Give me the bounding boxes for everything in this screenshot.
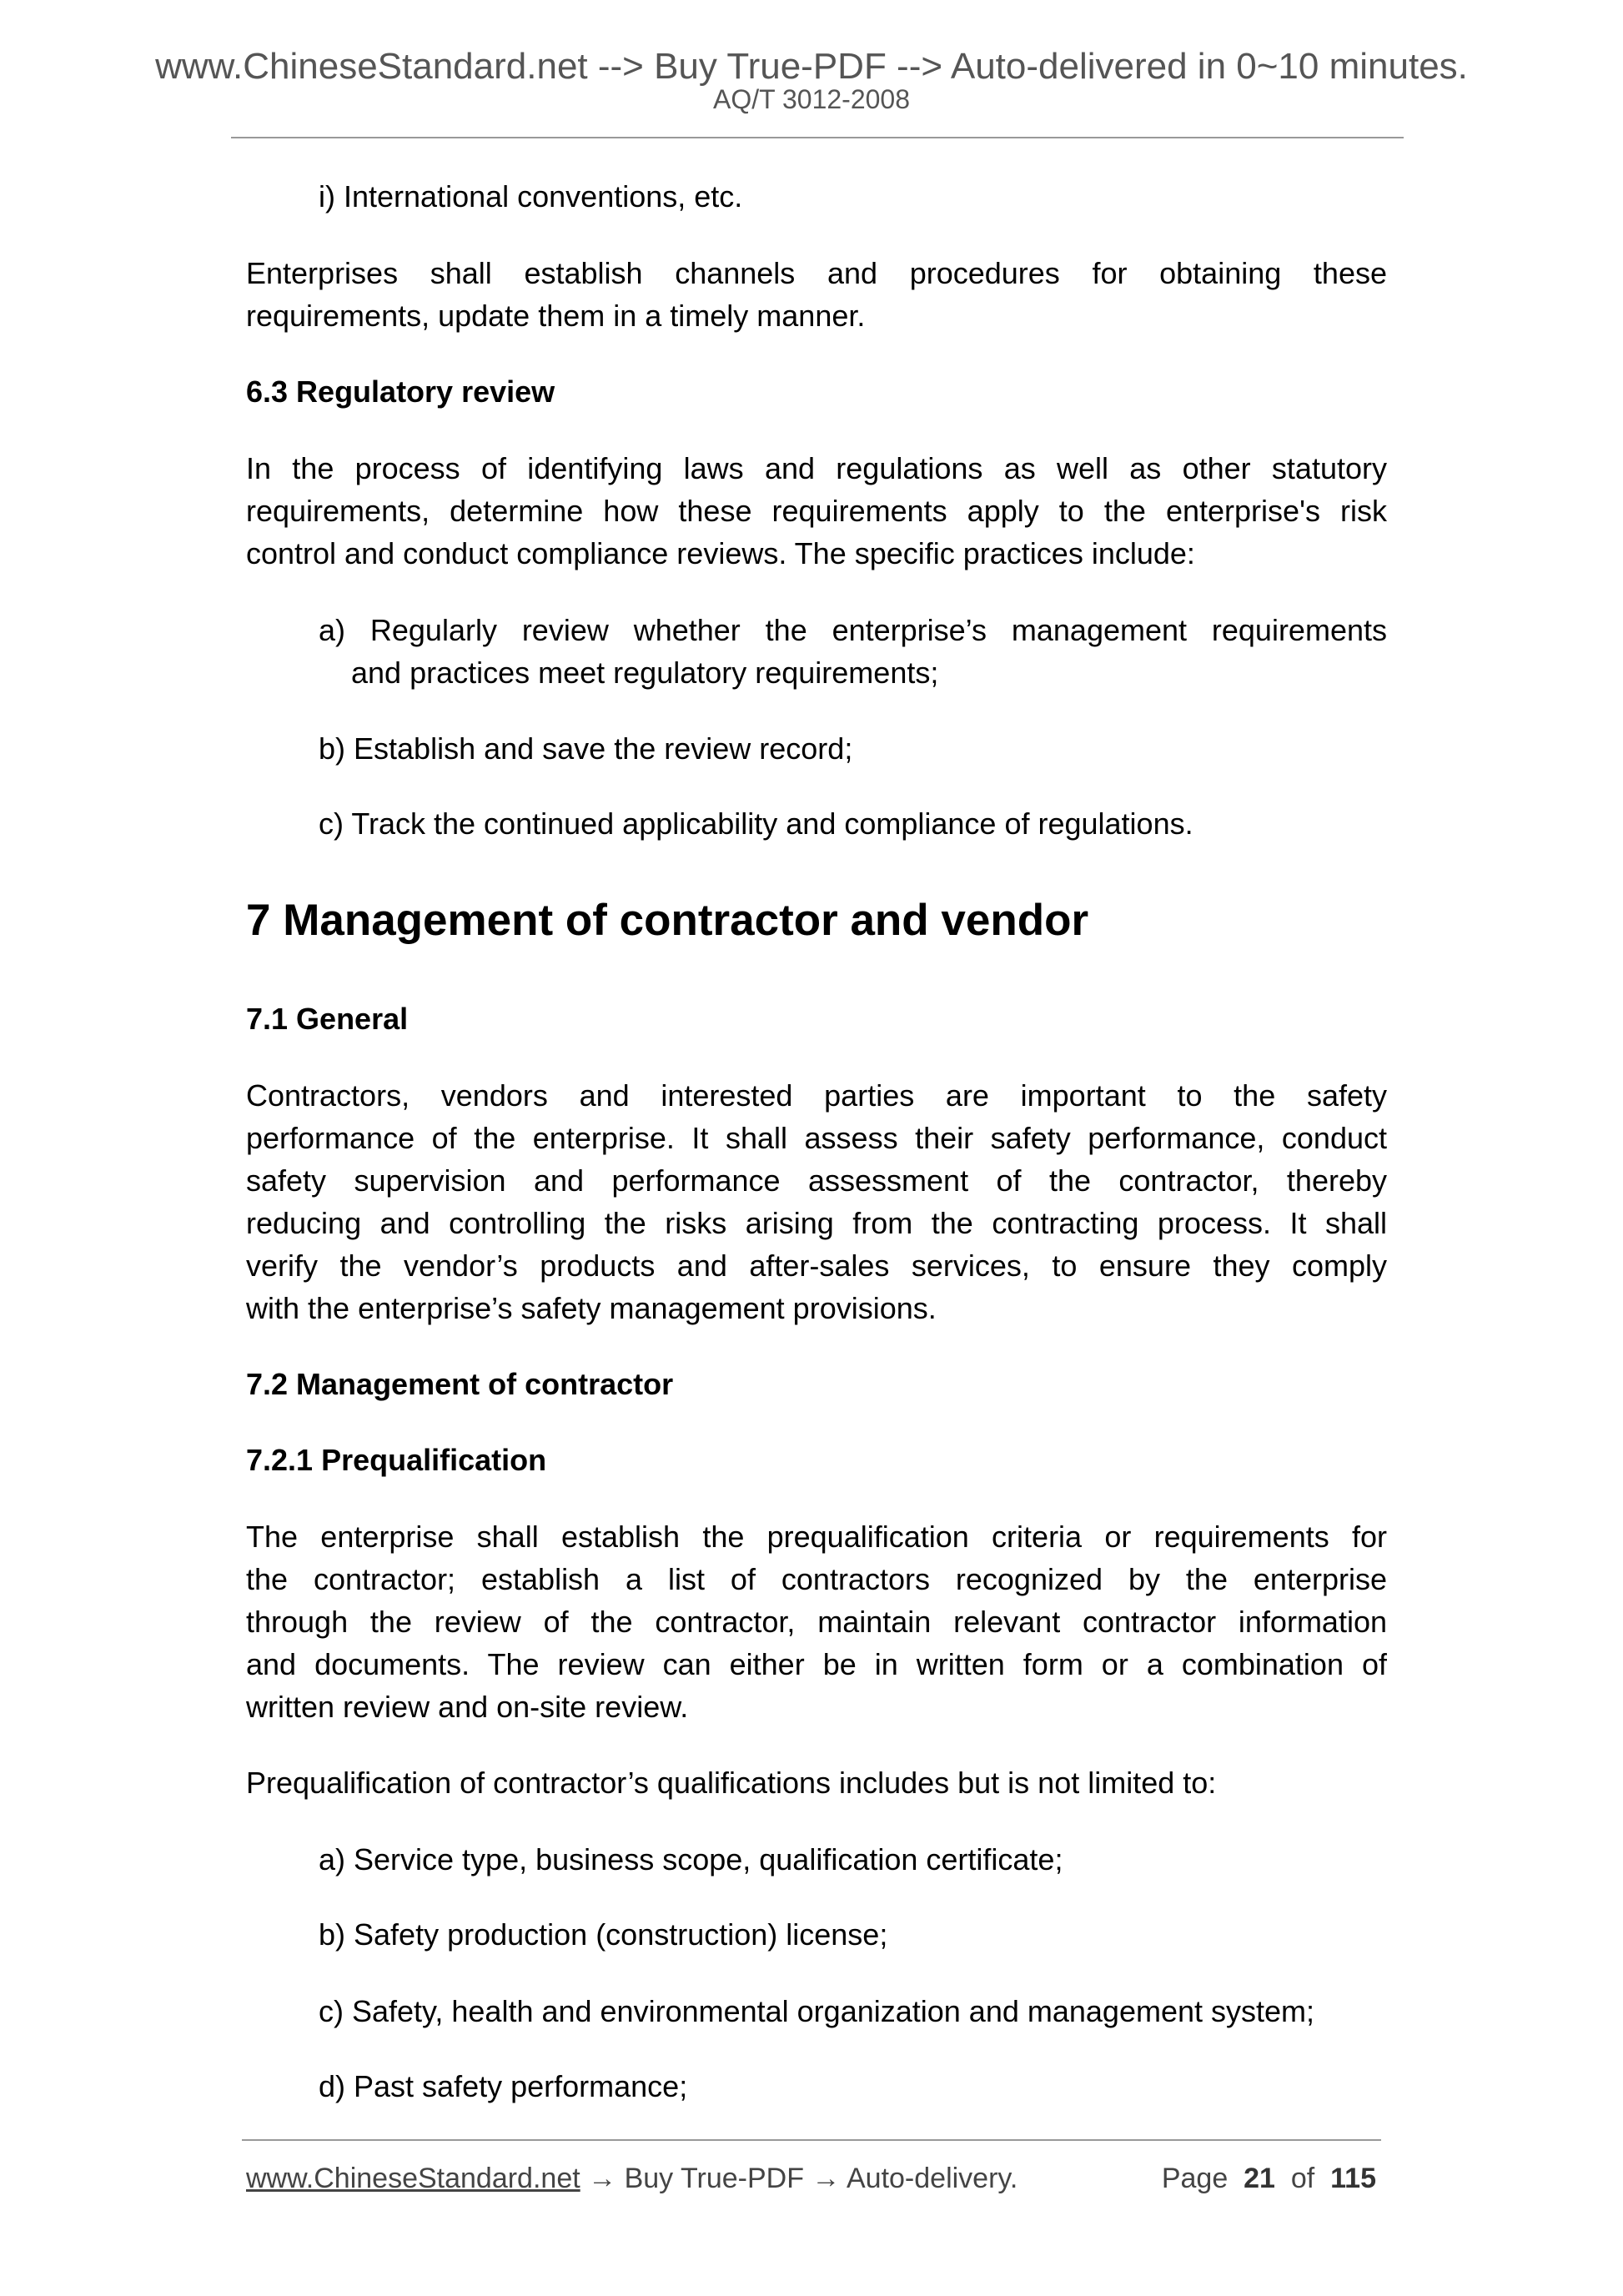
paragraph-line: with the enterprise’s safety management provisions. (246, 1290, 937, 1325)
list-item-line: and practices meet regulatory requirements; (351, 655, 939, 690)
paragraph-line: written review and on-site review. (246, 1689, 689, 1724)
list-item-line: b) Establish and save the review record; (319, 731, 853, 766)
paragraph-line: control and conduct compliance reviews. The specific practices include: (246, 535, 1195, 570)
footer-divider (242, 2139, 1381, 2141)
paragraph-line: Prequalification of contractor’s qualifications includes but is not limited to: (246, 1765, 1217, 1800)
section-heading-line: 7.2.1 Prequalification (246, 1442, 547, 1477)
paragraph-line: The enterprise shall establish the prequalification criteria or requirements for (246, 1519, 1387, 1554)
page-total: 115 (1330, 2163, 1376, 2194)
footer-text: → Buy True-PDF → Auto-delivery. (580, 2163, 1018, 2194)
paragraph-line: Enterprises shall establish channels and procedures for obtaining these (246, 255, 1387, 290)
list-item-line: b) Safety production (construction) license; (319, 1917, 888, 1952)
header-banner: www.ChineseStandard.net --> Buy True-PDF --> Auto-delivered in 0~10 minutes. (155, 46, 1468, 87)
paragraph-line: In the process of identifying laws and regulations as well as other statutory (246, 450, 1387, 485)
section-heading-line: 6.3 Regulatory review (246, 374, 555, 409)
list-item-line: c) Safety, health and environmental organization and management system; (319, 1993, 1315, 2028)
page-indicator (1162, 2160, 1376, 2197)
paragraph-line: through the review of the contractor, maintain relevant contractor information (246, 1604, 1387, 1639)
chapter-heading-line: 7 Management of contractor and vendor (246, 896, 1089, 945)
list-item-line: d) Past safety performance; (319, 2068, 688, 2103)
of-label: of (1290, 2163, 1315, 2194)
section-heading-line: 7.1 General (246, 1001, 409, 1036)
page-footer (246, 2160, 1376, 2197)
paragraph-line: requirements, determine how these requirements apply to the enterprise's risk (246, 493, 1387, 528)
header-divider (231, 137, 1404, 138)
list-item-line: a) Regularly review whether the enterprise’s management requirements (319, 612, 1387, 647)
page-label: Page (1161, 2163, 1229, 2194)
list-item-line: i) International conventions, etc. (319, 178, 743, 214)
paragraph-line: reducing and controlling the risks arising from the contracting process. It shall (246, 1205, 1387, 1240)
paragraph-line: safety supervision and performance assessment of the contractor, thereby (246, 1163, 1387, 1198)
page-current: 21 (1244, 2163, 1275, 2194)
paragraph-line: requirements, update them in a timely manner. (246, 298, 866, 333)
paragraph-line: verify the vendor’s products and after-sales services, to ensure they comply (246, 1248, 1387, 1283)
standard-code: AQ/T 3012-2008 (712, 84, 910, 114)
footer-link[interactable]: www.ChineseStandard.net (246, 2163, 580, 2194)
paragraph-line: and documents. The review can either be in written form or a combination of (246, 1646, 1387, 1681)
list-item-line: c) Track the continued applicability and compliance of regulations. (319, 806, 1193, 841)
paragraph-line: the contractor; establish a list of contractors recognized by the enterprise (246, 1561, 1387, 1596)
section-heading-line: 7.2 Management of contractor (246, 1366, 674, 1401)
list-item-line: a) Service type, business scope, qualification certificate; (319, 1841, 1063, 1876)
paragraph-line: performance of the enterprise. It shall assess their safety performance, conduct (246, 1120, 1387, 1155)
paragraph-line: Contractors, vendors and interested parties are important to the safety (246, 1078, 1387, 1113)
